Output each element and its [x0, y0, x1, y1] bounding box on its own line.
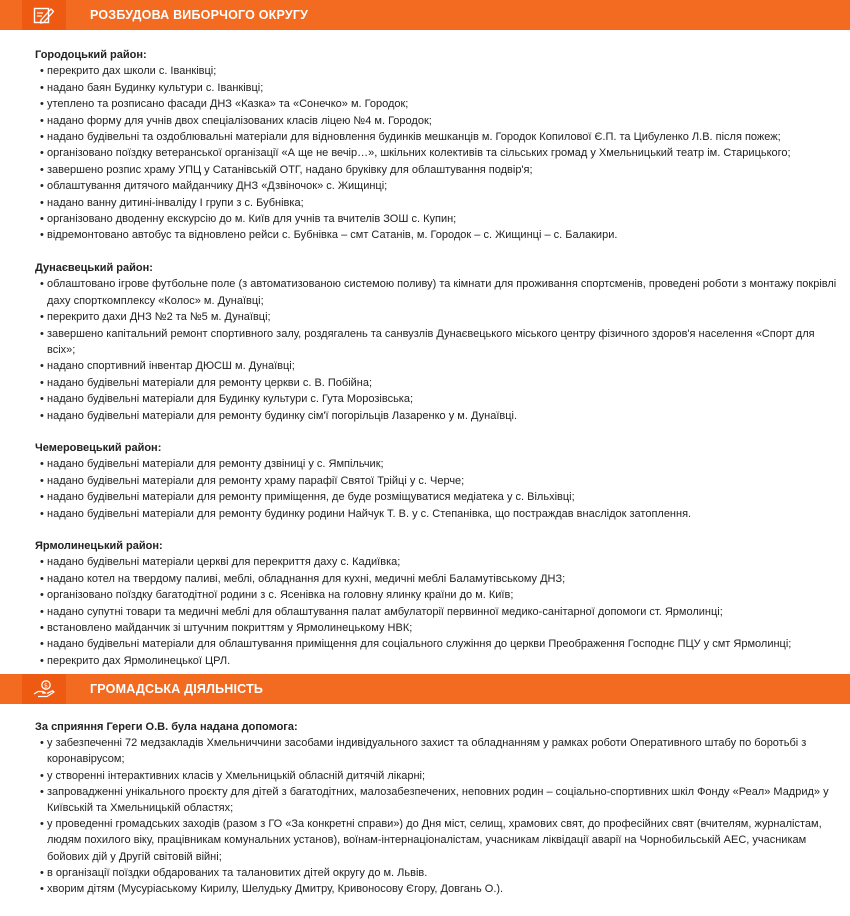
assistance-group	[35, 719, 845, 897]
list-item: • надано будівельні матеріали для ремонту храму парафії Святої Трійці у с. Черче;	[35, 473, 845, 489]
section-header-district	[0, 0, 850, 30]
district-list	[35, 276, 845, 424]
list-item: • надано ванну дитині-інваліду І групи з с. Бубнівка;	[35, 195, 845, 211]
district-group	[35, 47, 845, 244]
district-title: Чемеровецький район:	[35, 441, 162, 454]
list-item: • надано баян Будинку культури с. Іванківці;	[35, 80, 845, 96]
list-item: • встановлено майданчик зі штучним покриттям у Ярмолинецькому НВК;	[35, 620, 845, 636]
district-group	[35, 260, 845, 424]
list-item: • відремонтовано автобус та відновлено рейси с. Бубнівка – смт Сатанів, м. Городок – с. Жищинці – с. Балакири.	[35, 227, 845, 243]
pencil-note-icon	[33, 5, 55, 25]
list-item: • в організації поїздки обдарованих та талановитих дітей округу до м. Львів.	[35, 865, 845, 881]
section-icon-box	[22, 674, 66, 704]
list-item: • надано спортивний інвентар ДЮСШ м. Дунаївці;	[35, 358, 845, 374]
list-item: • у проведенні громадських заходів (разом з ГО «За конкретні справи») до Дня міст, селищ, храмових свят, до професійних свят (вчителям, журналістам, людям похилого віку, працівникам комунальних установ), воїнам-інтернаціоналістам, учасникам ліквідації аварії на Чорнобильській АЕС, учасникам бойових дій у Другій світовій війні;	[35, 816, 845, 865]
district-list	[35, 554, 845, 669]
list-item: • перекрито дах школи с. Іванківці;	[35, 63, 845, 79]
list-item: • надано будівельні матеріали для ремонту приміщення, де буде розміщуватися медіатека у с. Вільхівці;	[35, 489, 845, 505]
district-title: Дунаєвецький район:	[35, 261, 153, 274]
district-group	[35, 538, 845, 669]
list-item: • надано форму для учнів двох спеціалізованих класів ліцею №4 м. Городок;	[35, 113, 845, 129]
list-item: • перекрито дахи ДНЗ №2 та №5 м. Дунаївці;	[35, 309, 845, 325]
list-item: • облаштовано ігрове футбольне поле (з автоматизованою системою поливу) та кімнати для проживання спортсменів, проведені роботи з монтажу покрівлі даху спорткомплексу «Колос» м. Дунаївці;	[35, 276, 845, 309]
hand-coin-icon	[33, 679, 57, 699]
district-list	[35, 456, 845, 522]
list-item: • надано будівельні матеріали для Будинку культури с. Гута Морозівська;	[35, 391, 845, 407]
list-item: • надано котел на твердому паливі, меблі, обладнання для кухні, медичні меблі Баламутівському ДНЗ;	[35, 571, 845, 587]
section-icon-box	[22, 0, 66, 30]
list-item: • організовано дводенну екскурсію до м. Київ для учнів та вчителів ЗОШ с. Купин;	[35, 211, 845, 227]
list-item: • утеплено та розписано фасади ДНЗ «Казка» та «Сонечко» м. Городок;	[35, 96, 845, 112]
list-item: • надано будівельні матеріали для ремонту будинку сім'ї погорільців Лазаренко у м. Дунаївці.	[35, 408, 845, 424]
list-item: • надано будівельні матеріали для облаштування приміщення для соціального служіння до церкви Преображення Господнє ПЦУ у смт Ярмолинці;	[35, 636, 845, 652]
district-group	[35, 440, 845, 522]
section-header-public	[0, 674, 850, 704]
list-item: • запровадженні унікального проєкту для дітей з багатодітних, малозабезпечених, неповних родин – соціально-спортивних шкіл Фонду «Реал» Мадрид» у Київській та Хмельницькій областях;	[35, 784, 845, 816]
list-item: • надано супутні товари та медичні меблі для облаштування палат амбулаторії первинної медико-санітарної допомоги ст. Ярмолинці;	[35, 604, 845, 620]
assistance-title: За сприяння Гереги О.В. була надана допомога:	[35, 721, 298, 733]
list-item: • надано будівельні матеріали для ремонту будинку родини Найчук Т. В. у с. Степанівка, що постраждав внаслідок затоплення.	[35, 506, 845, 522]
list-item: • у забезпеченні 72 медзакладів Хмельниччини засобами індивідуального захист та обладнанням у рамках роботи Оперативного штабу по боротьбі з коронавірусом;	[35, 735, 845, 767]
assistance-list	[35, 735, 845, 897]
svg-text:$: $	[43, 681, 49, 690]
list-item: • облаштування дитячого майданчику ДНЗ «Дзвіночок» с. Жищинці;	[35, 178, 845, 194]
section-title: РОЗБУДОВА ВИБОРЧОГО ОКРУГУ	[90, 8, 309, 22]
list-item: • завершено капітальний ремонт спортивного залу, роздягалень та санвузлів Дунаєвецького міського центру фізичного здоров'я населення «Спорт для всіх»;	[35, 326, 845, 359]
list-item: • надано будівельні матеріали церкві для перекриття даху с. Кадиївка;	[35, 554, 845, 570]
list-item: • надано будівельні матеріали для ремонту дзвіниці у с. Ямпільчик;	[35, 456, 845, 472]
district-development-content	[35, 47, 845, 685]
list-item: • надано будівельні та оздоблювальні матеріали для відновлення будинків мешканців м. Городок Копилової Є.П. та Цибуленко Л.В. після пожеж;	[35, 129, 845, 145]
list-item: • організовано поїздку багатодітної родини з с. Ясенівка на головну ялинку країни до м. Київ;	[35, 587, 845, 603]
list-item: • у створенні інтерактивних класів у Хмельницькій обласній дитячій лікарні;	[35, 768, 845, 784]
district-title: Городоцький район:	[35, 49, 147, 61]
list-item: • надано будівельні матеріали для ремонту церкви с. В. Побійна;	[35, 375, 845, 391]
district-list	[35, 63, 845, 243]
list-item: • організовано поїздку ветеранської організації «А ще не вечір…», шкільних колективів та сільських громад у Хмельницький театр ім. Старицького;	[35, 145, 845, 161]
list-item: • хворим дітям (Мусуріаському Кирилу, Шелудьку Дмитру, Кривоносову Єгору, Довгань О.).	[35, 881, 845, 897]
public-activity-content	[35, 719, 845, 913]
district-title: Ярмолинецький район:	[35, 539, 163, 552]
section-title: ГРОМАДСЬКА ДІЯЛЬНІСТЬ	[90, 682, 264, 696]
list-item: • перекрито дах Ярмолинецької ЦРЛ.	[35, 653, 845, 669]
list-item: • завершено розпис храму УПЦ у Сатанівській ОТГ, надано бруківку для облаштування подвір'я;	[35, 162, 845, 178]
